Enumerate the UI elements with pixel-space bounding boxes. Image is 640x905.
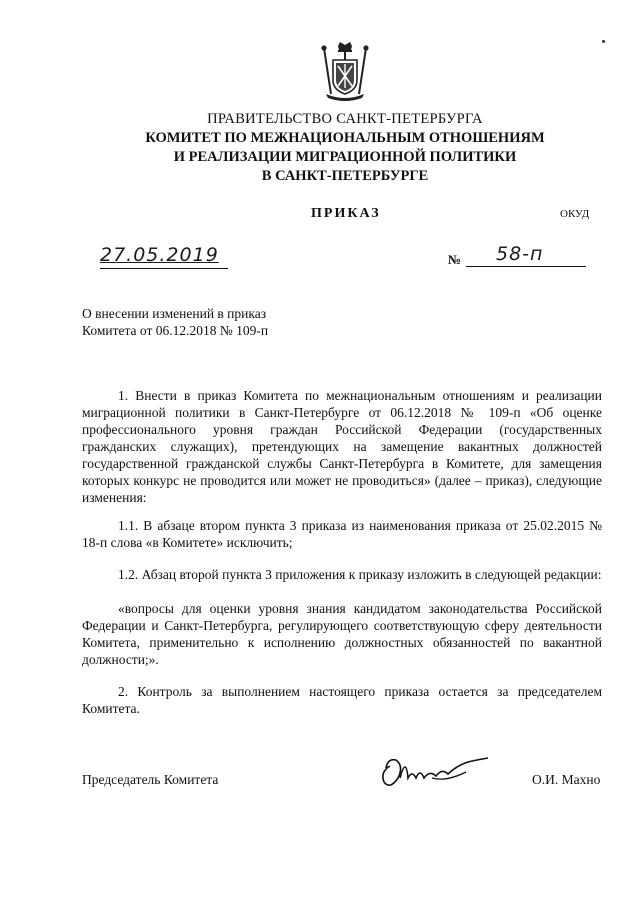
subject-line2: Комитета от 06.12.2018 № 109-п [82, 323, 269, 338]
scan-speck [602, 40, 605, 43]
order-subject [82, 305, 268, 339]
paragraph-2: 2. Контроль за выполнением настоящего приказа остается за председателем Комитета. [82, 684, 602, 716]
paragraph-1: 1. Внести в приказ Комитета по межнациональным отношениям и реализации миграционной политики в Санкт-Петербурге от 06.12.2018 № 109-п «Об оценке профессионального уровня граждан Российской Федерации (государственных гражданских служащих), претендующих на замещение вакантных должностей государственной гражданской службы Санкт-Петербурга в Комитете, для замещения которых конкурс не проводится или может не проводиться» (далее – приказ), следующие изменения: [82, 388, 602, 505]
coat-of-arms-icon [316, 40, 374, 102]
order-title: ПРИКАЗ [311, 206, 381, 221]
committee-title-line3: В САНКТ-ПЕТЕРБУРГЕ [261, 168, 429, 184]
number-label: № [448, 252, 462, 267]
paragraph-1-1: 1.1. В абзаце втором пункта 3 приказа из наименования приказа от 25.02.2015 № 18-п слова «в Комитете» исключить; [82, 518, 602, 550]
okud-label: ОКУД [560, 208, 590, 220]
handwritten-signature-icon [376, 748, 496, 793]
government-title: ПРАВИТЕЛЬСТВО САНКТ-ПЕТЕРБУРГА [207, 111, 483, 127]
subject-line1: О внесении изменений в приказ [82, 306, 267, 321]
number-underline [466, 266, 586, 267]
committee-title-line2: И РЕАЛИЗАЦИИ МИГРАЦИОННОЙ ПОЛИТИКИ [173, 149, 517, 165]
signatory-name: О.И. Махно [532, 772, 601, 787]
committee-title-line1: КОМИТЕТ ПО МЕЖНАЦИОНАЛЬНЫМ ОТНОШЕНИЯМ [145, 130, 545, 146]
paragraph-1-2-quote: «вопросы для оценки уровня знания кандидатом законодательства Российской Федерации и Санкт-Петербурга, регулирующего соответствующую сферу деятельности Комитета, применительно к исполнению должностных обязанностей по вакантной должности;». [82, 601, 602, 667]
order-date: 27.05.2019 [100, 244, 228, 269]
paragraph-1-2: 1.2. Абзац второй пункта 3 приложения к приказу изложить в следующей редакции: [118, 567, 602, 582]
order-number: 58-п [496, 243, 544, 265]
signatory-title: Председатель Комитета [82, 772, 219, 787]
